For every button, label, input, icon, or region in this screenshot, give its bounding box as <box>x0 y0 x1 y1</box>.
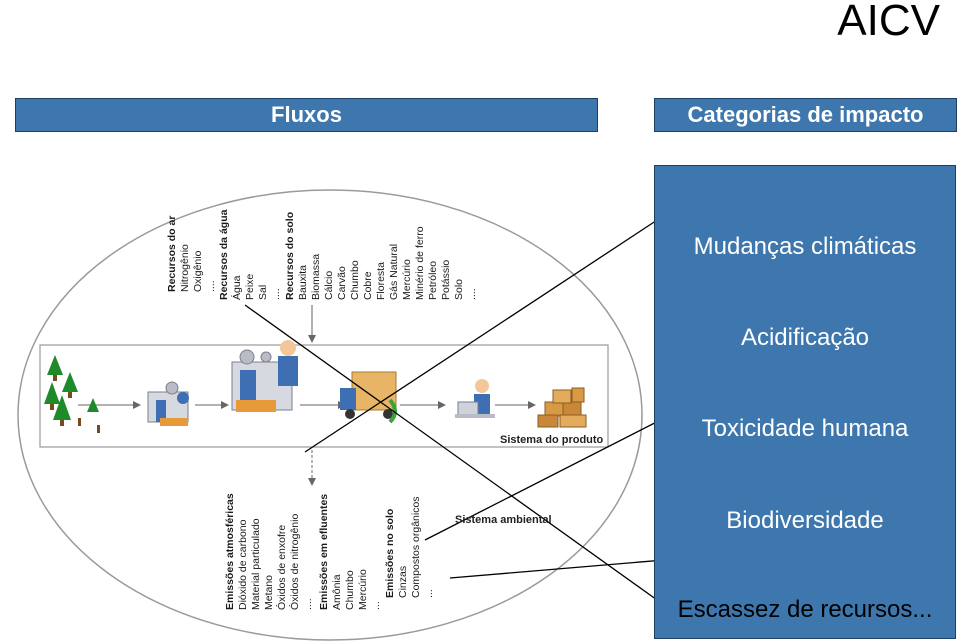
list-item: Bauxita <box>297 264 309 300</box>
flows-header: Fluxos <box>15 98 598 132</box>
soil-emissions-title: Emissões no solo <box>384 508 396 598</box>
water-resources-list <box>218 210 283 300</box>
list-item: Potássio <box>440 259 452 300</box>
list-item: Mercúrio <box>401 259 413 300</box>
environmental-system-label: Sistema ambiental <box>455 514 552 526</box>
soil-emissions-list <box>384 496 436 598</box>
water-resources-title: Recursos da água <box>218 209 230 300</box>
extraction-machine-icon <box>148 382 189 426</box>
impact-category-acidification: Acidificação <box>740 324 870 351</box>
list-item: Metano <box>263 574 275 610</box>
list-item: Amônia <box>331 574 343 610</box>
list-item: Material particulado <box>250 518 262 610</box>
list-item: ... <box>423 589 435 598</box>
forest-icon <box>44 355 100 433</box>
list-item: Carvão <box>336 266 348 300</box>
impact-category-human-toxicity: Toxicidade humana <box>701 415 909 442</box>
impact-category-biodiversity: Biodiversidade <box>726 507 884 534</box>
impact-category-climate-change: Mudanças climáticas <box>693 233 917 260</box>
list-item: Compostos orgânicos <box>410 496 422 598</box>
list-item: Dióxido de carbono <box>237 519 249 610</box>
impact-categories-header: Categorias de impacto <box>654 98 957 132</box>
effluent-emissions-list <box>318 494 383 610</box>
page-title: AICV <box>837 0 940 45</box>
list-item: Mercúrio <box>357 569 369 610</box>
list-item: Oxigênio <box>192 250 204 292</box>
air-resources-list <box>166 216 218 292</box>
manufacturing-icon <box>232 340 298 412</box>
atmospheric-emissions-title: Emissões atmosféricas <box>224 493 236 610</box>
list-item: Cinzas <box>397 565 409 598</box>
list-item: Nitrogênio <box>179 244 191 292</box>
list-item: Biomassa <box>310 253 322 300</box>
atmospheric-emissions-list <box>224 493 315 610</box>
list-item: .... <box>270 288 282 300</box>
list-item: Minério de ferro <box>414 226 426 300</box>
list-item: Cobre <box>362 271 374 300</box>
list-item: Água <box>231 275 243 300</box>
soil-resources-title: Recursos do solo <box>284 211 296 300</box>
waste-boxes-icon <box>538 388 586 427</box>
list-item: ... <box>370 601 382 610</box>
impact-category-resource-scarcity: Escassez de recursos... <box>677 596 933 623</box>
list-item: Chumbo <box>349 260 361 300</box>
list-item: .... <box>205 280 217 292</box>
list-item: Cálcio <box>323 270 335 300</box>
list-item: Óxidos de nitrogênio <box>289 513 301 610</box>
user-at-desk-icon <box>455 379 495 418</box>
list-item: Gás Natural <box>388 243 400 300</box>
effluent-emissions-title: Emissões em efluentes <box>318 493 330 610</box>
list-item: .... <box>302 598 314 610</box>
list-item: Chumbo <box>344 570 356 610</box>
product-system-box <box>40 345 608 447</box>
list-item: Peixe <box>244 273 256 300</box>
product-system-label: Sistema do produto <box>500 434 604 446</box>
list-item: Sal <box>257 284 269 300</box>
list-item: Petróleo <box>427 260 439 300</box>
list-item: Solo <box>453 278 465 300</box>
list-item: Floresta <box>375 262 387 300</box>
air-resources-title: Recursos do ar <box>166 215 178 292</box>
soil-resources-list <box>284 212 479 300</box>
list-item: Óxidos de enxofre <box>276 524 288 610</box>
list-item: .... <box>466 288 478 300</box>
